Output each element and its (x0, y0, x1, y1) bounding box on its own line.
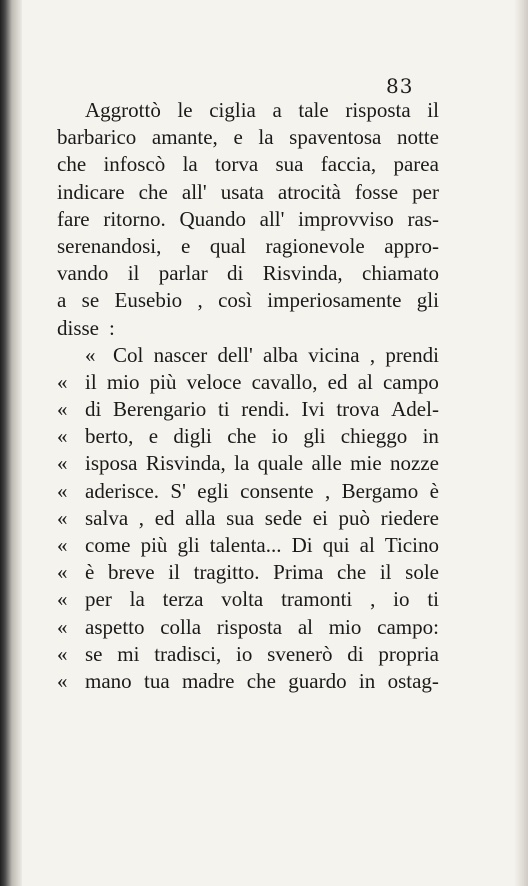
word: , (197, 288, 203, 313)
word: S' (170, 478, 186, 503)
word: vando (57, 261, 109, 286)
word: propria (378, 641, 439, 666)
word: io (393, 587, 410, 612)
word: mi (117, 641, 140, 666)
word: mano (85, 668, 132, 693)
word: improvviso (298, 206, 394, 231)
word: che (57, 152, 87, 177)
word: il (168, 560, 180, 585)
quote-mark: « (57, 424, 68, 449)
word: imperiosamente (267, 288, 402, 313)
word: se (85, 641, 103, 666)
word: vicina (308, 342, 360, 367)
quote-line (57, 641, 439, 668)
word: aderisce. (85, 478, 160, 503)
word: per (85, 587, 112, 612)
word: sua (226, 505, 255, 530)
text-line (57, 260, 439, 287)
text-line (57, 287, 439, 314)
text-line (57, 233, 439, 260)
word: nozze (390, 451, 439, 476)
word: aspetto (85, 614, 145, 639)
word: sede (264, 505, 303, 530)
word: gli (177, 533, 200, 557)
word: amante, (151, 125, 218, 150)
word: alla (185, 505, 216, 530)
word: di (85, 397, 102, 422)
quote-mark: « (57, 397, 68, 422)
word: rendi. (241, 397, 290, 422)
word: parlar (158, 261, 208, 286)
word: mio (328, 614, 362, 639)
word: talenta... (209, 533, 282, 557)
quote-line-text (85, 396, 439, 423)
word: mie (350, 451, 382, 476)
quote-mark: « (57, 668, 68, 693)
quote-line (57, 342, 439, 369)
word: tramonti (281, 587, 353, 612)
quote-mark: « (57, 478, 68, 503)
word: in (422, 424, 439, 449)
word: gli (416, 288, 439, 313)
quote-line-text (85, 369, 439, 396)
quote-line (57, 668, 439, 695)
word: Berengario (113, 397, 207, 422)
word: nascer (153, 342, 208, 367)
quote-line (57, 586, 439, 613)
word: può (338, 505, 371, 530)
word: ragionevole (265, 233, 365, 258)
word: colla (160, 614, 202, 639)
quote-line (57, 505, 439, 532)
word: all' (181, 179, 207, 204)
word: il (127, 261, 140, 286)
quote-line (57, 559, 439, 586)
word: veloce (186, 369, 242, 394)
quote-line-text (85, 450, 439, 477)
word: a (57, 288, 67, 313)
word: parea (393, 152, 439, 177)
word: la (258, 125, 274, 150)
quote-line-text (85, 532, 439, 559)
word: serenandosi, (57, 233, 162, 258)
word: il (427, 98, 439, 122)
quote-line (57, 532, 439, 559)
word: risposta (216, 614, 283, 639)
word: e (148, 424, 159, 449)
page-binding-shadow (0, 0, 22, 886)
quote-mark: « (85, 342, 96, 367)
word: che (138, 179, 168, 204)
quote-line-text (85, 641, 439, 668)
word: trova (336, 397, 380, 422)
quote-mark: « (57, 369, 68, 394)
quote-line-text (85, 505, 439, 532)
word: spaventosa (289, 125, 382, 150)
word: , (325, 478, 331, 503)
quote-line-text (85, 614, 439, 641)
word: usata (220, 179, 264, 204)
word: terza (162, 587, 204, 612)
word: più (140, 533, 168, 557)
word: ti (217, 397, 230, 422)
word: di (227, 261, 244, 286)
word: sua (275, 152, 304, 177)
word: campo: (377, 614, 439, 639)
word: e (180, 233, 191, 258)
word: chieggo (340, 424, 408, 449)
word: , (369, 342, 376, 367)
word: sole (405, 560, 439, 585)
word: in (358, 668, 376, 693)
word: che (337, 560, 367, 585)
word: se (81, 288, 100, 313)
word: gli (303, 424, 326, 449)
quote-line (57, 478, 439, 505)
word: atrocità (277, 179, 341, 204)
quote-mark: « (57, 587, 68, 612)
word: che (246, 668, 276, 693)
word: al (297, 614, 313, 639)
word: per (412, 179, 439, 204)
word: la (129, 587, 145, 612)
word: la (234, 451, 250, 476)
word: berto, (85, 424, 134, 449)
word: all' (259, 206, 285, 231)
quote-line-text (85, 478, 439, 505)
word: infoscò (103, 152, 166, 177)
word: mio (106, 369, 140, 394)
quote-mark: « (57, 533, 68, 557)
word: e (233, 125, 243, 150)
word: Adel- (391, 397, 439, 422)
word: riedere (380, 505, 439, 530)
quote-line-text (85, 423, 439, 450)
word: risposta (345, 98, 411, 122)
text-line (57, 315, 439, 342)
word: tradisci, (154, 641, 222, 666)
quote-line (57, 450, 439, 477)
word: Ticino (384, 533, 439, 557)
word: Ivi (301, 397, 325, 422)
word: io (236, 641, 253, 666)
word: , (370, 587, 376, 612)
word: ciglia (209, 98, 256, 122)
word: Di (291, 533, 313, 557)
word: tragitto. (193, 560, 260, 585)
word: è (429, 478, 439, 503)
quote-line (57, 614, 439, 641)
word: più (149, 369, 177, 394)
word: barbarico (57, 125, 137, 150)
quote-mark: « (57, 451, 68, 476)
word: Quando (179, 206, 246, 231)
word: di (347, 641, 364, 666)
word: il (379, 560, 392, 585)
word: , (138, 505, 145, 530)
word: madre (181, 668, 235, 693)
word: Col (113, 342, 144, 367)
quote-line-text (85, 668, 439, 695)
body-text (57, 97, 439, 695)
word: a (272, 98, 282, 122)
word: chiamato (362, 261, 439, 286)
text-line (57, 206, 439, 233)
word: indicare (57, 179, 125, 204)
text-line (57, 97, 439, 124)
quote-mark: « (57, 505, 68, 530)
word: alle (311, 451, 342, 476)
word: appro- (384, 233, 439, 258)
word: digli (173, 424, 212, 449)
word: che (227, 424, 257, 449)
quoted-speech (57, 342, 439, 695)
word: tua (143, 668, 170, 693)
quote-line-text (85, 586, 439, 613)
word: così (218, 288, 252, 313)
word: cavallo, (251, 369, 318, 394)
word: guardo (288, 668, 347, 693)
word: Risvinda, (145, 451, 226, 476)
text-line (57, 151, 439, 178)
word: ritorno. (103, 206, 166, 231)
word: fosse (354, 179, 399, 204)
word: fare (57, 206, 90, 231)
word: tale (298, 98, 329, 122)
word: volta (221, 587, 264, 612)
word: prendi (385, 342, 439, 367)
word: egli (197, 478, 229, 503)
word: ostag- (387, 668, 439, 693)
quote-mark: « (57, 614, 68, 639)
word: disse (57, 315, 99, 340)
word: come (85, 533, 131, 557)
quote-line (57, 369, 439, 396)
word: isposa (85, 451, 138, 476)
word: notte (396, 125, 439, 150)
word: Aggrottò (85, 98, 161, 122)
word: Risvinda, (262, 261, 343, 286)
word: alba (263, 342, 298, 367)
narrative-paragraph (57, 97, 439, 342)
word: qual (209, 233, 246, 258)
word: la (182, 152, 198, 177)
word: ti (427, 587, 439, 612)
quote-line-text (85, 559, 439, 586)
word: svenerò (267, 641, 333, 666)
word: dell' (217, 342, 253, 367)
quote-line (57, 423, 439, 450)
quote-mark: « (57, 641, 68, 666)
word: le (177, 98, 193, 122)
word: campo (382, 369, 439, 394)
word: quale (257, 451, 304, 476)
page-number: 83 (386, 74, 414, 98)
word: Bergamo (341, 478, 419, 503)
word: al (357, 369, 373, 394)
word: al (359, 533, 375, 557)
word: breve (107, 560, 155, 585)
word: faccia, (320, 152, 377, 177)
word: salva (85, 505, 129, 530)
word: torva (215, 152, 259, 177)
quote-line (57, 396, 439, 423)
word: Prima (273, 560, 324, 585)
word: io (271, 424, 288, 449)
word: ras- (407, 206, 439, 231)
word: è (85, 560, 95, 585)
word: ei (312, 505, 328, 530)
text-line (57, 179, 439, 206)
text-line (57, 124, 439, 151)
word: ed (327, 369, 348, 394)
quote-line-text (113, 342, 439, 369)
word: il (85, 369, 97, 394)
quote-mark: « (57, 560, 68, 585)
word: consente (240, 478, 314, 503)
word: ed (154, 505, 175, 530)
word: Eusebio (114, 288, 183, 313)
word: : (109, 315, 115, 340)
word: qui (322, 533, 350, 557)
page-right-edge (514, 0, 528, 886)
